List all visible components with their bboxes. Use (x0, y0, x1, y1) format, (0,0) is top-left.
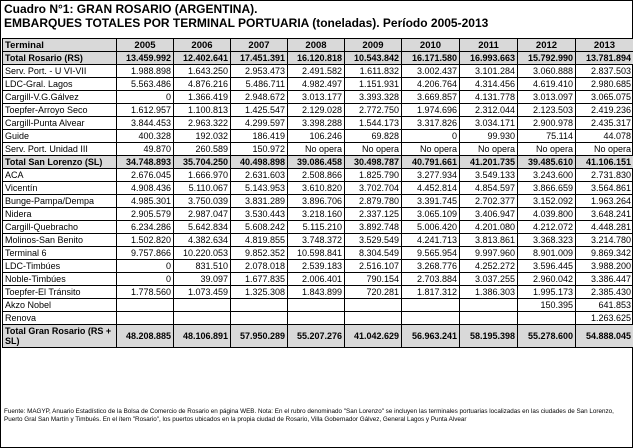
value-cell: 3.813.861 (460, 234, 518, 247)
shipments-table (2, 38, 633, 348)
value-cell: 4.985.301 (117, 195, 174, 208)
table-row (3, 286, 633, 299)
value-cell: 40.791.661 (402, 156, 460, 169)
value-cell: 58.195.398 (460, 325, 518, 348)
value-cell: 3.393.328 (345, 91, 402, 104)
table-row (3, 234, 633, 247)
value-cell (518, 312, 576, 325)
value-cell: 48.208.885 (117, 325, 174, 348)
value-cell: No opera (460, 143, 518, 156)
value-cell: 1.825.790 (345, 169, 402, 182)
table-row (3, 91, 633, 104)
value-cell: 1.544.173 (345, 117, 402, 130)
value-cell: 641.853 (576, 299, 633, 312)
value-cell: 41.042.629 (345, 325, 402, 348)
value-cell: No opera (345, 143, 402, 156)
value-cell (288, 312, 345, 325)
table-row (3, 117, 633, 130)
value-cell: 0 (117, 260, 174, 273)
value-cell: 2.419.236 (576, 104, 633, 117)
value-cell: 2.435.317 (576, 117, 633, 130)
terminal-name-cell: LDC-Timbúes (3, 260, 117, 273)
terminal-name-cell: LDC-Gral. Lagos (3, 78, 117, 91)
table-row (3, 221, 633, 234)
value-cell: 3.648.241 (576, 208, 633, 221)
value-cell: 13.781.894 (576, 52, 633, 65)
value-cell: 3.013.177 (288, 91, 345, 104)
value-cell: 2.953.473 (231, 65, 288, 78)
column-header: 2013 (576, 39, 633, 52)
value-cell: 9.997.960 (460, 247, 518, 260)
value-cell: 9.757.866 (117, 247, 174, 260)
value-cell: 2.006.401 (288, 273, 345, 286)
value-cell: 3.866.659 (518, 182, 576, 195)
value-cell: 35.704.250 (174, 156, 231, 169)
value-cell: 2.960.042 (518, 273, 576, 286)
value-cell: 3.610.820 (288, 182, 345, 195)
value-cell: 2.516.107 (345, 260, 402, 273)
value-cell: 3.896.706 (288, 195, 345, 208)
value-cell: 2.078.018 (231, 260, 288, 273)
table-row (3, 299, 633, 312)
value-cell: 2.312.044 (460, 104, 518, 117)
terminal-name-cell: Molinos-San Benito (3, 234, 117, 247)
value-cell: 3.101.284 (460, 65, 518, 78)
value-cell: 10.598.841 (288, 247, 345, 260)
total-row (3, 325, 633, 348)
value-cell (288, 299, 345, 312)
value-cell: 3.391.745 (402, 195, 460, 208)
value-cell: 4.452.814 (402, 182, 460, 195)
value-cell: No opera (576, 143, 633, 156)
value-cell: 4.201.080 (460, 221, 518, 234)
value-cell: 3.034.171 (460, 117, 518, 130)
value-cell: 39.097 (174, 273, 231, 286)
value-cell: No opera (402, 143, 460, 156)
value-cell: 3.152.092 (518, 195, 576, 208)
value-cell: 3.406.947 (460, 208, 518, 221)
terminal-name-cell: Noble-Timbúes (3, 273, 117, 286)
value-cell: 4.131.778 (460, 91, 518, 104)
value-cell: 4.819.855 (231, 234, 288, 247)
column-header: 2011 (460, 39, 518, 52)
total-row (3, 156, 633, 169)
value-cell: 1.817.312 (402, 286, 460, 299)
terminal-name-cell: Total Rosario (RS) (3, 52, 117, 65)
value-cell: 1.666.970 (174, 169, 231, 182)
header-row (3, 39, 633, 52)
value-cell: 2.337.125 (345, 208, 402, 221)
value-cell: 1.325.308 (231, 286, 288, 299)
value-cell (460, 299, 518, 312)
value-cell: 2.837.503 (576, 65, 633, 78)
value-cell: 9.852.352 (231, 247, 288, 260)
value-cell: 1.100.813 (174, 104, 231, 117)
value-cell: 4.299.597 (231, 117, 288, 130)
value-cell: 3.317.826 (402, 117, 460, 130)
value-cell: 13.459.992 (117, 52, 174, 65)
value-cell: 1.995.173 (518, 286, 576, 299)
value-cell: 1.778.560 (117, 286, 174, 299)
value-cell: 2.905.579 (117, 208, 174, 221)
terminal-name-cell: Bunge-Pampa/Dempa (3, 195, 117, 208)
table-row (3, 182, 633, 195)
value-cell: 150.972 (231, 143, 288, 156)
value-cell (231, 299, 288, 312)
value-cell: 2.900.978 (518, 117, 576, 130)
terminal-name-cell: Serv. Port. - U VI-VII (3, 65, 117, 78)
value-cell: 54.888.045 (576, 325, 633, 348)
value-cell: No opera (518, 143, 576, 156)
value-cell: 2.676.045 (117, 169, 174, 182)
column-header: 2007 (231, 39, 288, 52)
value-cell: 4.252.272 (460, 260, 518, 273)
table-row (3, 78, 633, 91)
value-cell: 8.901.009 (518, 247, 576, 260)
value-cell: 3.065.109 (402, 208, 460, 221)
value-cell: 1.425.547 (231, 104, 288, 117)
value-cell: 41.106.151 (576, 156, 633, 169)
value-cell: 4.619.410 (518, 78, 576, 91)
value-cell: 3.549.133 (460, 169, 518, 182)
value-cell: 1.502.820 (117, 234, 174, 247)
column-header: 2010 (402, 39, 460, 52)
value-cell: No opera (288, 143, 345, 156)
value-cell (174, 312, 231, 325)
table-row (3, 312, 633, 325)
value-cell: 5.110.067 (174, 182, 231, 195)
value-cell: 9.869.342 (576, 247, 633, 260)
table-row (3, 104, 633, 117)
value-cell (231, 312, 288, 325)
value-cell: 831.510 (174, 260, 231, 273)
value-cell: 17.451.391 (231, 52, 288, 65)
value-cell: 3.060.888 (518, 65, 576, 78)
value-cell: 6.234.286 (117, 221, 174, 234)
value-cell: 49.870 (117, 143, 174, 156)
value-cell: 1.963.264 (576, 195, 633, 208)
value-cell: 3.750.039 (174, 195, 231, 208)
value-cell: 3.564.861 (576, 182, 633, 195)
table-row (3, 247, 633, 260)
value-cell: 55.207.276 (288, 325, 345, 348)
table-title: Cuadro N°1: GRAN ROSARIO (ARGENTINA). (4, 2, 258, 16)
value-cell: 1.386.303 (460, 286, 518, 299)
value-cell: 41.201.735 (460, 156, 518, 169)
value-cell: 4.982.497 (288, 78, 345, 91)
value-cell: 2.963.322 (174, 117, 231, 130)
value-cell: 9.565.954 (402, 247, 460, 260)
value-cell (345, 299, 402, 312)
value-cell: 15.792.990 (518, 52, 576, 65)
value-cell: 2.980.685 (576, 78, 633, 91)
terminal-name-cell: Toepfer-El Tránsito (3, 286, 117, 299)
value-cell: 2.539.183 (288, 260, 345, 273)
column-header: 2008 (288, 39, 345, 52)
value-cell: 2.772.750 (345, 104, 402, 117)
table-row (3, 208, 633, 221)
value-cell (460, 312, 518, 325)
value-cell: 3.386.447 (576, 273, 633, 286)
value-cell: 12.402.641 (174, 52, 231, 65)
value-cell: 3.214.780 (576, 234, 633, 247)
value-cell: 720.281 (345, 286, 402, 299)
value-cell: 4.876.216 (174, 78, 231, 91)
value-cell: 5.115.210 (288, 221, 345, 234)
value-cell: 16.120.818 (288, 52, 345, 65)
value-cell: 0 (117, 273, 174, 286)
value-cell: 4.908.436 (117, 182, 174, 195)
value-cell: 2.702.377 (460, 195, 518, 208)
table-row (3, 169, 633, 182)
value-cell (117, 312, 174, 325)
value-cell: 10.220.053 (174, 247, 231, 260)
value-cell: 150.395 (518, 299, 576, 312)
value-cell: 1.988.898 (117, 65, 174, 78)
value-cell: 34.748.893 (117, 156, 174, 169)
value-cell (345, 312, 402, 325)
value-cell: 1.151.931 (345, 78, 402, 91)
table-subtitle: EMBARQUES TOTALES POR TERMINAL PORTUARIA (toneladas). Período 2005-2013 (4, 16, 489, 30)
value-cell: 10.543.842 (345, 52, 402, 65)
value-cell: 48.106.891 (174, 325, 231, 348)
value-cell: 4.448.281 (576, 221, 633, 234)
value-cell: 3.243.600 (518, 169, 576, 182)
value-cell: 2.491.582 (288, 65, 345, 78)
value-cell: 4.382.634 (174, 234, 231, 247)
value-cell: 1.611.832 (345, 65, 402, 78)
terminal-name-cell: Serv. Port. Unidad III (3, 143, 117, 156)
value-cell: 3.529.549 (345, 234, 402, 247)
terminal-name-cell: Cargill-Quebracho (3, 221, 117, 234)
value-cell: 3.530.443 (231, 208, 288, 221)
value-cell: 260.589 (174, 143, 231, 156)
table-row (3, 143, 633, 156)
terminal-name-cell: Vicentín (3, 182, 117, 195)
value-cell: 56.963.241 (402, 325, 460, 348)
value-cell: 3.892.748 (345, 221, 402, 234)
terminal-name-cell: ACA (3, 169, 117, 182)
value-cell: 1.974.696 (402, 104, 460, 117)
value-cell: 3.596.445 (518, 260, 576, 273)
value-cell: 4.206.764 (402, 78, 460, 91)
table-row (3, 273, 633, 286)
value-cell: 192.032 (174, 130, 231, 143)
source-note: Fuente: MAGYP, Anuario Estadístico de la Bolsa de Comercio de Rosario en página WEB. Nota: En el rubro denominado "San Lorenzo" se incluyen las terminales portuarias localizadas en las ciudades de San Lorenzo, Puerto Gral San Martín y Timbués. En el ítem "Rosario", los puertos ubicados en la propia ciudad de Rosario, Villa Gobernador Gálvez, General Lagos y Punta Alvear (4, 408, 614, 424)
table-row (3, 130, 633, 143)
value-cell: 44.078 (576, 130, 633, 143)
value-cell: 2.631.603 (231, 169, 288, 182)
value-cell: 69.828 (345, 130, 402, 143)
value-cell: 5.143.953 (231, 182, 288, 195)
terminal-name-cell: Renova (3, 312, 117, 325)
value-cell: 3.831.289 (231, 195, 288, 208)
column-header: Terminal (3, 39, 117, 52)
value-cell: 2.129.028 (288, 104, 345, 117)
value-cell (402, 312, 460, 325)
value-cell: 39.086.458 (288, 156, 345, 169)
value-cell: 2.731.830 (576, 169, 633, 182)
table-row (3, 195, 633, 208)
value-cell: 3.277.934 (402, 169, 460, 182)
value-cell: 1.843.899 (288, 286, 345, 299)
value-cell: 3.218.160 (288, 208, 345, 221)
value-cell: 186.419 (231, 130, 288, 143)
value-cell: 3.037.255 (460, 273, 518, 286)
value-cell: 3.669.857 (402, 91, 460, 104)
terminal-name-cell: Guide (3, 130, 117, 143)
value-cell: 3.002.437 (402, 65, 460, 78)
terminal-name-cell: Akzo Nobel (3, 299, 117, 312)
value-cell: 4.039.800 (518, 208, 576, 221)
value-cell: 2.508.866 (288, 169, 345, 182)
value-cell: 30.498.787 (345, 156, 402, 169)
terminal-name-cell: Nidera (3, 208, 117, 221)
value-cell: 3.398.288 (288, 117, 345, 130)
value-cell: 2.123.503 (518, 104, 576, 117)
value-cell: 5.486.711 (231, 78, 288, 91)
column-header: 2012 (518, 39, 576, 52)
value-cell: 2.385.430 (576, 286, 633, 299)
column-header: 2009 (345, 39, 402, 52)
value-cell: 75.114 (518, 130, 576, 143)
value-cell: 1.366.419 (174, 91, 231, 104)
value-cell: 5.608.242 (231, 221, 288, 234)
value-cell: 4.212.072 (518, 221, 576, 234)
value-cell: 5.006.420 (402, 221, 460, 234)
value-cell: 3.988.200 (576, 260, 633, 273)
value-cell: 400.328 (117, 130, 174, 143)
value-cell: 39.485.610 (518, 156, 576, 169)
value-cell: 5.642.834 (174, 221, 231, 234)
value-cell: 3.702.704 (345, 182, 402, 195)
value-cell: 3.368.323 (518, 234, 576, 247)
value-cell: 4.241.713 (402, 234, 460, 247)
value-cell: 5.563.486 (117, 78, 174, 91)
value-cell: 4.854.597 (460, 182, 518, 195)
value-cell: 16.171.580 (402, 52, 460, 65)
column-header: 2005 (117, 39, 174, 52)
value-cell: 4.314.456 (460, 78, 518, 91)
value-cell (117, 299, 174, 312)
terminal-name-cell: Terminal 6 (3, 247, 117, 260)
value-cell: 1.643.250 (174, 65, 231, 78)
value-cell: 2.703.884 (402, 273, 460, 286)
value-cell: 1.263.625 (576, 312, 633, 325)
terminal-name-cell: Cargill-V.G.Gálvez (3, 91, 117, 104)
terminal-name-cell: Cargill-Punta Alvear (3, 117, 117, 130)
value-cell: 0 (402, 130, 460, 143)
column-header: 2006 (174, 39, 231, 52)
value-cell: 3.065.075 (576, 91, 633, 104)
value-cell: 55.278.600 (518, 325, 576, 348)
terminal-name-cell: Toepfer-Arroyo Seco (3, 104, 117, 117)
value-cell: 8.304.549 (345, 247, 402, 260)
terminal-name-cell: Total San Lorenzo (SL) (3, 156, 117, 169)
value-cell: 3.748.372 (288, 234, 345, 247)
value-cell: 106.246 (288, 130, 345, 143)
table-body (3, 52, 633, 348)
value-cell: 40.498.898 (231, 156, 288, 169)
value-cell: 1.612.957 (117, 104, 174, 117)
terminal-name-cell: Total Gran Rosario (RS + SL) (3, 325, 117, 348)
value-cell: 99.930 (460, 130, 518, 143)
value-cell: 2.987.047 (174, 208, 231, 221)
value-cell: 0 (117, 91, 174, 104)
table-row (3, 65, 633, 78)
value-cell: 3.844.453 (117, 117, 174, 130)
value-cell: 1.677.835 (231, 273, 288, 286)
value-cell (402, 299, 460, 312)
value-cell: 2.948.672 (231, 91, 288, 104)
value-cell: 57.950.289 (231, 325, 288, 348)
table-row (3, 260, 633, 273)
value-cell: 3.268.776 (402, 260, 460, 273)
value-cell: 2.879.780 (345, 195, 402, 208)
value-cell: 3.013.097 (518, 91, 576, 104)
value-cell (174, 299, 231, 312)
value-cell: 16.993.663 (460, 52, 518, 65)
value-cell: 1.073.459 (174, 286, 231, 299)
value-cell: 790.154 (345, 273, 402, 286)
total-row (3, 52, 633, 65)
